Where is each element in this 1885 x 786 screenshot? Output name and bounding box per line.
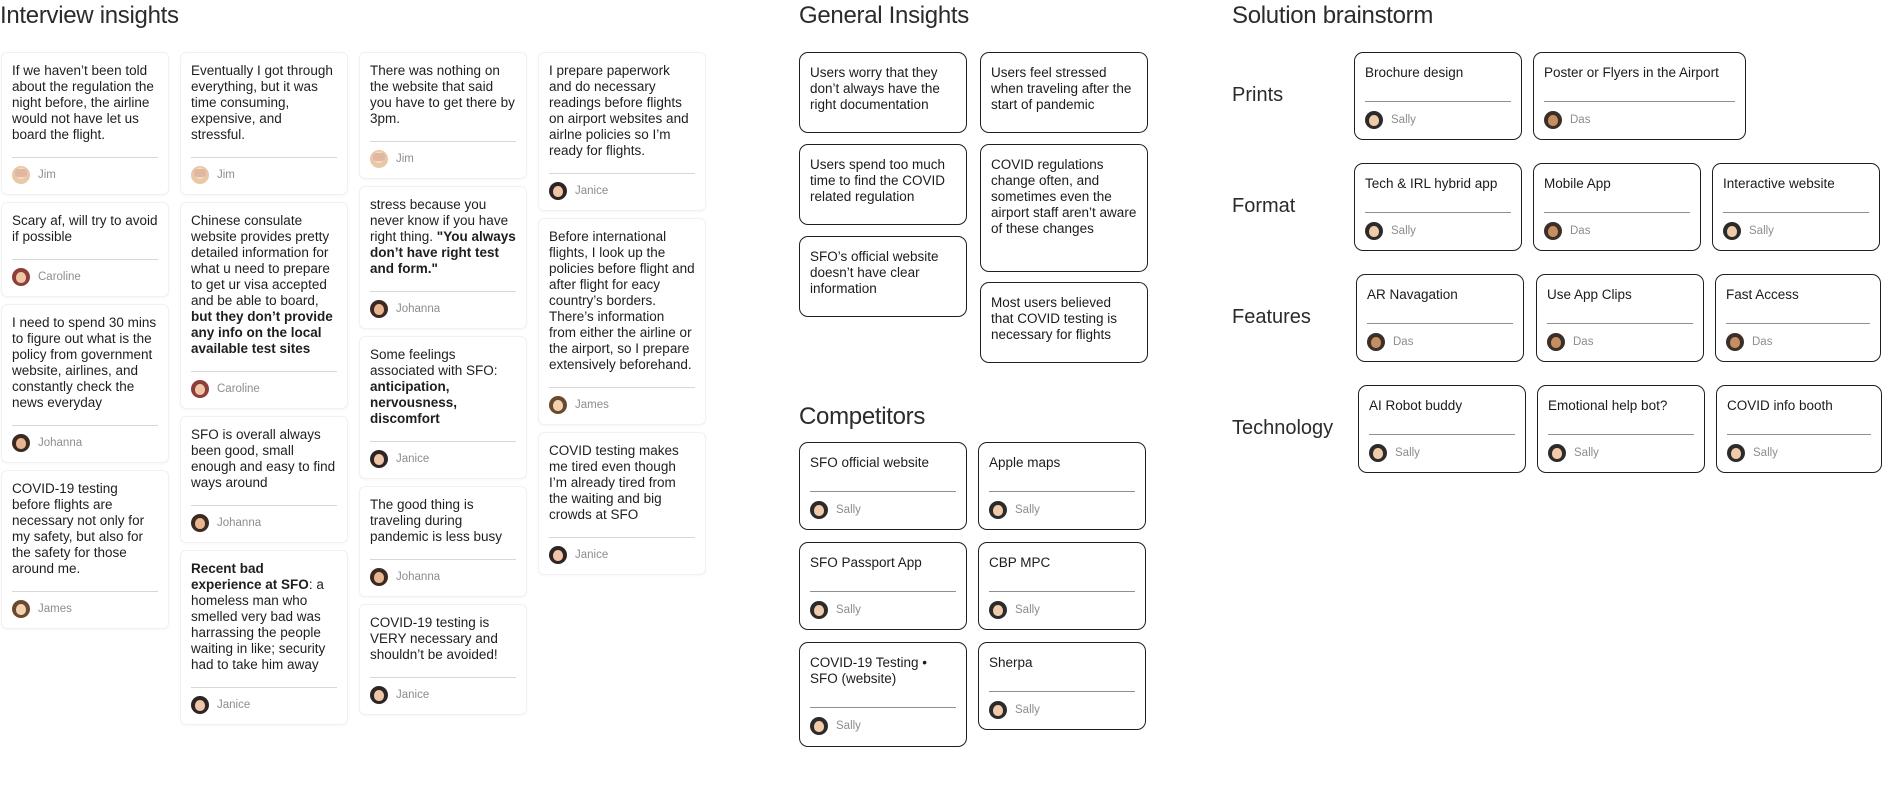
author-name: Das: [1570, 225, 1591, 237]
interview-column-4: [538, 52, 706, 582]
interview-note[interactable]: [359, 486, 527, 597]
author-name: Janice: [575, 549, 609, 561]
competitor-card[interactable]: [799, 642, 967, 747]
card-author: [810, 717, 861, 735]
avatar-icon: [191, 380, 209, 398]
avatar-icon: [810, 501, 828, 519]
idea-card[interactable]: [1537, 385, 1705, 473]
note-text: Scary af, will try to avoid if possible: [12, 213, 158, 244]
note-text-bold: "You always don’t have right test and form.": [370, 229, 516, 276]
note-divider: [191, 687, 337, 688]
avatar-icon: [1369, 444, 1387, 462]
note-text: The good thing is traveling during pandemic is less busy: [370, 497, 503, 544]
avatar-icon: [989, 501, 1007, 519]
avatar-icon: [12, 600, 30, 618]
note-divider: [549, 537, 695, 538]
idea-card[interactable]: [1354, 52, 1522, 140]
author-name: Sally: [1395, 447, 1420, 459]
author-name: Sally: [1749, 225, 1774, 237]
card-divider: [1544, 101, 1735, 102]
card-divider: [1727, 434, 1871, 435]
avatar-icon: [12, 166, 30, 184]
general-insight-card[interactable]: Users worry that they don’t always have the right documentation: [799, 52, 967, 133]
card-text: Fast Access: [1726, 287, 1799, 302]
note-divider: [370, 677, 516, 678]
interview-note[interactable]: [1, 202, 169, 297]
row-label-features: Features: [1232, 306, 1311, 328]
author-name: Sally: [1574, 447, 1599, 459]
idea-card[interactable]: [1715, 274, 1881, 362]
interview-column-2: [180, 52, 348, 732]
general-insight-card[interactable]: SFO’s official website doesn’t have clear information: [799, 236, 967, 317]
author-name: Jim: [396, 153, 414, 165]
avatar-icon: [191, 696, 209, 714]
note-text: COVID-19 testing before flights are necessary not only for my safety, but also for the safety for those around me.: [12, 481, 145, 576]
avatar-icon: [810, 717, 828, 735]
card-text: AR Navagation: [1367, 287, 1458, 302]
card-divider: [810, 707, 956, 708]
competitor-card[interactable]: [978, 642, 1146, 730]
note-divider: [12, 259, 158, 260]
interview-column-3: [359, 52, 527, 722]
avatar-icon: [1365, 111, 1383, 129]
author-name: Sally: [1753, 447, 1778, 459]
note-text: SFO is overall always been good, small enough and easy to find ways around: [191, 427, 336, 490]
card-author: [1727, 444, 1778, 462]
card-author: [1365, 222, 1416, 240]
interview-note[interactable]: [1, 52, 169, 195]
note-author: [549, 182, 695, 200]
note-divider: [12, 591, 158, 592]
card-text: Sherpa: [989, 655, 1033, 670]
card-text: Emotional help bot?: [1548, 398, 1668, 413]
author-name: Sally: [1015, 504, 1040, 516]
interview-note[interactable]: [538, 52, 706, 211]
note-text-bold: anticipation, nervousness, discomfort: [370, 379, 458, 426]
interview-note[interactable]: [538, 218, 706, 425]
note-author: [370, 150, 516, 168]
avatar-icon: [12, 434, 30, 452]
interview-note[interactable]: [359, 604, 527, 715]
note-author: [370, 300, 516, 318]
note-text-part: Chinese consulate website provides pretty detailed information for what u need to prepare to get ur visa accepted and be able to board,: [191, 213, 330, 308]
note-text: [370, 347, 516, 427]
author-name: Sally: [836, 604, 861, 616]
card-text: COVID-19 Testing • SFO (website): [810, 655, 928, 686]
card-author: [1544, 222, 1590, 240]
author-name: Das: [1752, 336, 1773, 348]
card-author: [1367, 333, 1413, 351]
solution-brainstorm-title: Solution brainstorm: [1232, 2, 1434, 29]
avatar-icon: [370, 300, 388, 318]
card-text: SFO official website: [810, 455, 930, 470]
note-text-part: : a homeless man who smelled very bad was harrassing the people waiting in like; security had to take him away: [191, 577, 326, 672]
idea-card[interactable]: [1712, 163, 1880, 251]
card-text: Brochure design: [1365, 65, 1464, 80]
note-text: [191, 561, 337, 673]
author-name: Sally: [1391, 225, 1416, 237]
note-divider: [549, 387, 695, 388]
row-label-format: Format: [1232, 195, 1296, 217]
author-name: Janice: [396, 689, 430, 701]
avatar-icon: [370, 686, 388, 704]
competitor-card[interactable]: [799, 542, 967, 630]
author-name: Jim: [217, 169, 235, 181]
card-divider: [989, 591, 1135, 592]
general-insight-card[interactable]: COVID regulations change often, and sometimes even the airport staff aren’t aware of these changes: [980, 144, 1148, 272]
note-author: [12, 600, 158, 618]
note-author: [12, 434, 158, 452]
card-text: Apple maps: [989, 455, 1061, 470]
avatar-icon: [370, 568, 388, 586]
note-text-part: stress because you never know if you have right thing.: [370, 197, 509, 244]
interview-note[interactable]: [180, 416, 348, 543]
card-divider: [1548, 434, 1694, 435]
author-name: Sally: [1391, 114, 1416, 126]
interview-note[interactable]: [180, 550, 348, 725]
card-divider: [989, 691, 1135, 692]
card-divider: [1365, 212, 1511, 213]
author-name: Sally: [836, 720, 861, 732]
avatar-icon: [810, 601, 828, 619]
note-divider: [191, 157, 337, 158]
author-name: Johanna: [396, 303, 441, 315]
card-text: SFO Passport App: [810, 555, 922, 570]
note-divider: [12, 425, 158, 426]
author-name: Janice: [217, 699, 251, 711]
card-text: Tech & IRL hybrid app: [1365, 176, 1498, 191]
card-author: [1369, 444, 1420, 462]
avatar-icon: [549, 546, 567, 564]
avatar-icon: [1547, 333, 1565, 351]
interview-insights-title: Interview insights: [0, 2, 179, 29]
card-text: CBP MPC: [989, 555, 1051, 570]
avatar-icon: [989, 601, 1007, 619]
note-text-bold: Recent bad experience at SFO: [191, 561, 309, 592]
note-author: [370, 686, 516, 704]
avatar-icon: [1365, 222, 1383, 240]
avatar-icon: [1548, 444, 1566, 462]
avatar-icon: [1727, 444, 1745, 462]
note-text: I prepare paperwork and do necessary readings before flights on airport websites and airlne policies so I’m ready for flights.: [549, 63, 689, 158]
card-divider: [1726, 323, 1870, 324]
author-name: Jim: [38, 169, 56, 181]
card-author: [989, 601, 1040, 619]
avatar-icon: [989, 701, 1007, 719]
author-name: Das: [1393, 336, 1414, 348]
card-author: [1544, 111, 1590, 129]
interview-note[interactable]: [1, 470, 169, 629]
interview-note[interactable]: [180, 202, 348, 409]
card-divider: [1723, 212, 1869, 213]
card-author: [810, 601, 861, 619]
avatar-icon: [191, 514, 209, 532]
idea-card[interactable]: [1354, 163, 1522, 251]
card-author: [989, 501, 1040, 519]
note-author: [191, 696, 337, 714]
card-divider: [989, 491, 1135, 492]
author-name: Caroline: [38, 271, 81, 283]
note-author: [191, 380, 337, 398]
card-text: Interactive website: [1723, 176, 1835, 191]
card-divider: [1547, 323, 1693, 324]
interview-note[interactable]: [1, 304, 169, 463]
idea-card[interactable]: [1356, 274, 1524, 362]
avatar-icon: [370, 450, 388, 468]
note-author: [370, 568, 516, 586]
author-name: Sally: [1015, 604, 1040, 616]
avatar-icon: [12, 268, 30, 286]
card-text: COVID info booth: [1727, 398, 1833, 413]
avatar-icon: [1726, 333, 1744, 351]
note-author: [191, 514, 337, 532]
card-author: [989, 701, 1040, 719]
note-text: COVID-19 testing is VERY necessary and shouldn’t be avoided!: [370, 615, 498, 662]
author-name: Janice: [396, 453, 430, 465]
note-divider: [370, 141, 516, 142]
avatar-icon: [370, 150, 388, 168]
competitor-card[interactable]: [799, 442, 967, 530]
card-text: Poster or Flyers in the Airport: [1544, 65, 1719, 80]
author-name: Johanna: [38, 437, 83, 449]
note-divider: [370, 291, 516, 292]
card-divider: [810, 491, 956, 492]
author-name: James: [575, 399, 609, 411]
avatar-icon: [549, 182, 567, 200]
card-divider: [1365, 101, 1511, 102]
card-author: [1726, 333, 1772, 351]
interview-column-1: [1, 52, 169, 636]
card-text: Use App Clips: [1547, 287, 1632, 302]
author-name: Caroline: [217, 383, 260, 395]
note-divider: [549, 173, 695, 174]
competitor-card[interactable]: [978, 542, 1146, 630]
note-text: COVID testing makes me tired even though I’m already tired from the waiting and big crowds at SFO: [549, 443, 679, 522]
idea-card[interactable]: [1716, 385, 1882, 473]
avatar-icon: [1544, 111, 1562, 129]
card-text: AI Robot buddy: [1369, 398, 1463, 413]
row-label-technology: Technology: [1232, 417, 1334, 439]
interview-note[interactable]: [359, 52, 527, 179]
card-text: Mobile App: [1544, 176, 1611, 191]
general-insights-title: General Insights: [799, 2, 969, 29]
general-insight-card[interactable]: Users spend too much time to find the COVID related regulation: [799, 144, 967, 225]
author-name: Sally: [836, 504, 861, 516]
idea-card[interactable]: [1536, 274, 1704, 362]
note-divider: [191, 371, 337, 372]
card-author: [1365, 111, 1416, 129]
card-author: [1547, 333, 1593, 351]
note-divider: [191, 505, 337, 506]
competitor-card[interactable]: [978, 442, 1146, 530]
interview-note[interactable]: [538, 432, 706, 575]
avatar-icon: [1544, 222, 1562, 240]
author-name: Johanna: [396, 571, 441, 583]
note-text-part: Some feelings associated with SFO:: [370, 347, 498, 378]
card-divider: [1544, 212, 1690, 213]
idea-card[interactable]: [1533, 52, 1746, 140]
idea-card[interactable]: [1533, 163, 1701, 251]
note-text: [370, 197, 516, 277]
card-divider: [1367, 323, 1513, 324]
card-divider: [810, 591, 956, 592]
note-divider: [370, 559, 516, 560]
note-text: Before international flights, I look up the policies before flight and after flight for eacy country’s borders. There’s information from either the airline or the airport, so I prepare extensively beforehand.: [549, 229, 695, 372]
note-text-bold: but they don’t provide any info on the local available test sites: [191, 309, 333, 356]
author-name: Sally: [1015, 704, 1040, 716]
author-name: Das: [1570, 114, 1591, 126]
avatar-icon: [549, 396, 567, 414]
card-divider: [1369, 434, 1515, 435]
general-insight-card[interactable]: Most users believed that COVID testing is necessary for flights: [980, 282, 1148, 363]
note-text: I need to spend 30 mins to figure out what is the policy from government website, airlines, and constantly check the news everyday: [12, 315, 157, 410]
avatar-icon: [1367, 333, 1385, 351]
card-author: [1723, 222, 1774, 240]
note-divider: [370, 441, 516, 442]
note-author: [549, 546, 695, 564]
note-text: If we haven’t been told about the regulation the night before, the airline would not have let us board the flight.: [12, 63, 154, 142]
competitors-title: Competitors: [799, 403, 926, 430]
note-author: [12, 166, 158, 184]
avatar-icon: [1723, 222, 1741, 240]
row-label-prints: Prints: [1232, 84, 1284, 106]
general-insight-card[interactable]: Users feel stressed when traveling after the start of pandemic: [980, 52, 1148, 133]
note-text: There was nothing on the website that said you have to get there by 3pm.: [370, 63, 515, 126]
interview-note[interactable]: [359, 186, 527, 329]
card-author: [1548, 444, 1599, 462]
idea-card[interactable]: [1358, 385, 1526, 473]
author-name: Das: [1573, 336, 1594, 348]
author-name: James: [38, 603, 72, 615]
card-author: [810, 501, 861, 519]
author-name: Johanna: [217, 517, 262, 529]
note-author: [191, 166, 337, 184]
interview-note[interactable]: [180, 52, 348, 195]
note-divider: [12, 157, 158, 158]
note-author: [12, 268, 158, 286]
note-author: [549, 396, 695, 414]
author-name: Janice: [575, 185, 609, 197]
note-text: Eventually I got through everything, but it was time consuming, expensive, and stressful.: [191, 63, 333, 142]
note-author: [370, 450, 516, 468]
avatar-icon: [191, 166, 209, 184]
note-text: [191, 213, 337, 357]
interview-note[interactable]: [359, 336, 527, 479]
